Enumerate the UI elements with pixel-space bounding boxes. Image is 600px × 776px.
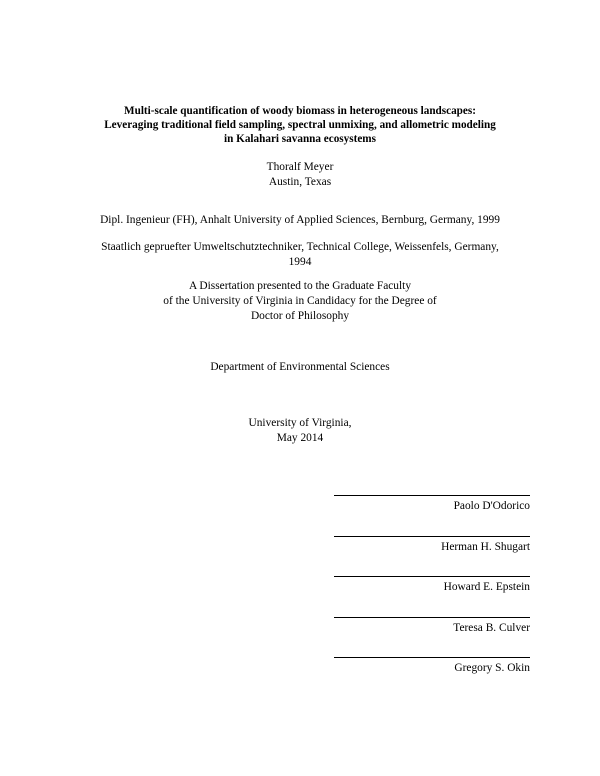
statement-line-1: A Dissertation presented to the Graduate Faculty <box>188 280 412 292</box>
degree-2 <box>80 240 520 270</box>
department-name: Department of Environmental Sciences <box>210 361 390 373</box>
author-location: Austin, Texas <box>268 176 332 188</box>
author-block <box>80 160 520 190</box>
dissertation-title <box>80 104 520 146</box>
signature-line <box>334 576 530 577</box>
signature-block-5 <box>334 657 530 675</box>
title-line-3: in Kalahari savanna ecosystems <box>224 133 376 145</box>
committee-member-name: Paolo D'Odorico <box>453 500 530 512</box>
dissertation-statement <box>80 279 520 324</box>
author-name: Thoralf Meyer <box>266 161 334 173</box>
committee-member-name: Herman H. Shugart <box>441 541 530 553</box>
statement-line-3: Doctor of Philosophy <box>250 310 350 322</box>
degree-2-line-2: 1994 <box>288 256 312 268</box>
committee-member-name: Gregory S. Okin <box>454 662 530 674</box>
title-line-2: Leveraging traditional field sampling, spectral unmixing, and allometric modeling <box>104 119 496 131</box>
institution-name: University of Virginia, <box>248 417 352 429</box>
committee-member-name: Howard E. Epstein <box>443 581 530 593</box>
signature-line <box>334 495 530 496</box>
institution-block <box>80 416 520 446</box>
submission-date: May 2014 <box>276 432 324 444</box>
signature-line <box>334 657 530 658</box>
committee-member-name: Teresa B. Culver <box>453 622 530 634</box>
signature-block-4 <box>334 617 530 635</box>
signature-block-3 <box>334 576 530 594</box>
signature-block-2 <box>334 536 530 554</box>
title-line-1: Multi-scale quantification of woody biomass in heterogeneous landscapes: <box>124 105 476 117</box>
signature-block-1 <box>334 495 530 513</box>
degree-2-line-1: Staatlich gepruefter Umweltschutztechniker, Technical College, Weissenfels, Germany, <box>101 241 499 253</box>
degree-1 <box>80 213 520 228</box>
degree-1-line-1: Dipl. Ingenieur (FH), Anhalt University of Applied Sciences, Bernburg, Germany, 1999 <box>100 214 500 226</box>
statement-line-2: of the University of Virginia in Candidacy for the Degree of <box>163 295 437 307</box>
signature-line <box>334 536 530 537</box>
signature-line <box>334 617 530 618</box>
department-block <box>80 360 520 375</box>
